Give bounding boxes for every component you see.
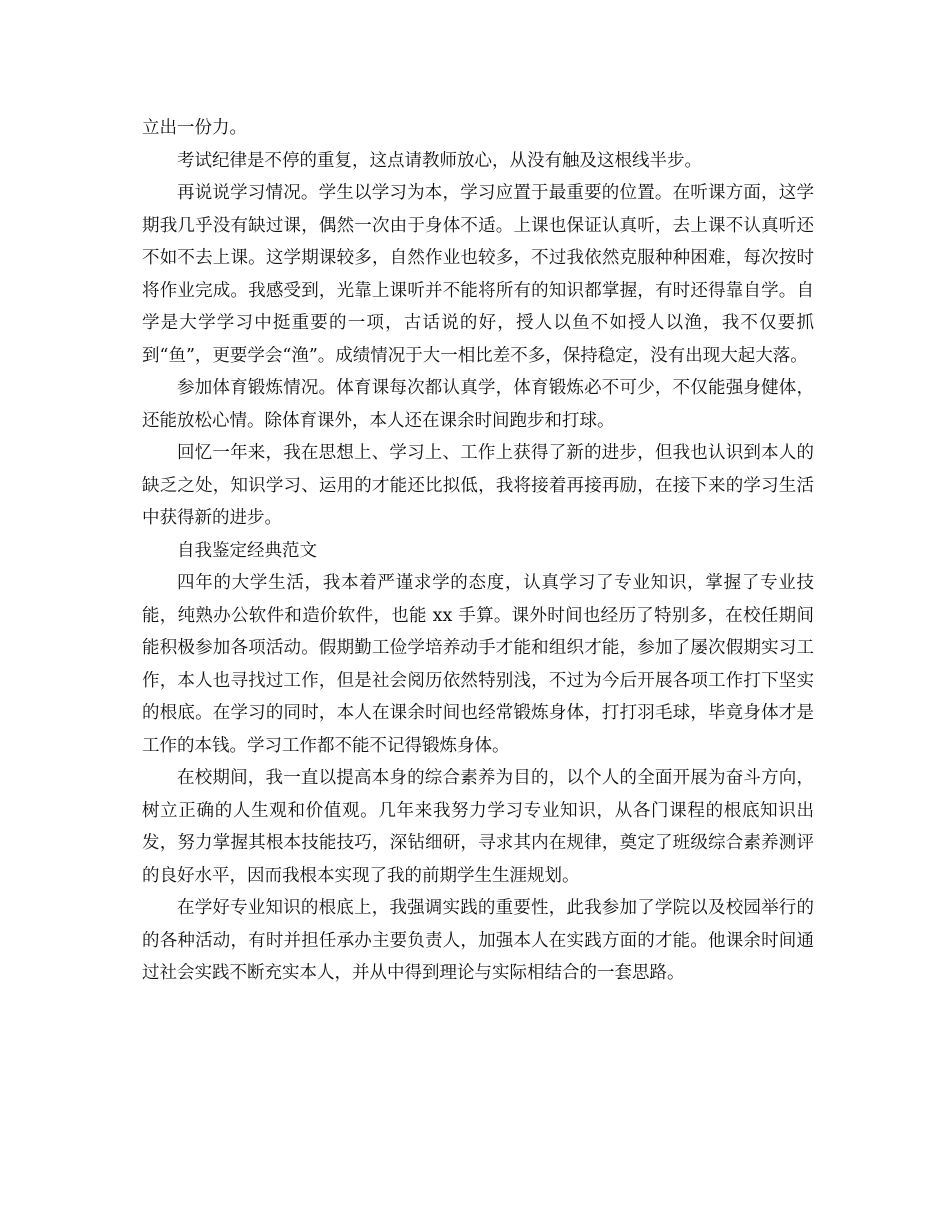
paragraph-sports: 参加体育锻炼情况。体育课每次都认真学，体育锻炼必不可少，不仅能强身健体，还能放松心情。除体育课外，本人还在课余时间跑步和打球。	[142, 378, 814, 431]
paragraph-exam-discipline: 考试纪律是不停的重复，这点请教师放心，从没有触及这根线半步。	[177, 150, 702, 171]
paragraph-study-situation: 再说说学习情况。学生以学习为本，学习应置于最重要的位置。在听课方面，这学期我几乎没有缺过课，偶然一次由于身体不适。上课也保证认真听，去上课不认真听还不如不去上课。这学期课较多，自然作业也较多，不过我依然克服种种困难，每次按时将作业完成。我感受到，光靠上课听并不能将所有的知识都掌握，有时还得靠自学。自学是大学学习中挺重要的一项，古话说的好，授人以鱼不如授人以渔，我不仅要抓到“鱼”，更要学会“渔”。成绩情况于大一相比差不多，保持稳定，没有出现大起大落。	[142, 183, 814, 366]
paragraph-school-period: 在校期间，我一直以提高本身的综合素养为目的，以个人的全面开展为奋斗方向，树立正确的人生观和价值观。几年来我努力学习专业知识，从各门课程的根底知识出发，努力掌握其根本技能技巧，深钻细研，寻求其内在规律，奠定了班级综合素养测评的良好水平，因而我根本实现了我的前期学生生涯规划。	[142, 768, 814, 886]
paragraph-year-review: 回忆一年来，我在思想上、学习上、工作上获得了新的进步，但我也认识到本人的缺乏之处，知识学习、运用的才能还比拟低，我将接着再接再励，在接下来的学习生活中获得新的进步。	[142, 443, 814, 528]
paragraph-practice: 在学好专业知识的根底上，我强调实践的重要性，此我参加了学院以及校园举行的的各种活动，有时并担任承办主要负责人，加强本人在实践方面的才能。他课余时间通过社会实践不断充实本人，并从中得到理论与实际相结合的一套思路。	[142, 898, 814, 983]
section-title: 自我鉴定经典范文	[177, 540, 317, 561]
paragraph-continuation: 立出一份力。	[142, 118, 247, 138]
paragraph-university-life: 四年的大学生活，我本着严谨求学的态度，认真学习了专业知识，掌握了专业技能，纯熟办公软件和造价软件，也能 xx 手算。课外时间也经历了特别多，在校任期间能积极参加各项活动。假期勤工俭学培养动手才能和组织才能，参加了屡次假期实习工作，本人也寻找过工作，但是社会阅历依然特别浅，不过为今后开展各项工作打下坚实的根底。在学习的同时，本人在课余时间也经常锻炼身体，打打羽毛球，毕竟身体才是工作的本钱。学习工作都不能不记得锻炼身体。	[142, 573, 814, 756]
document-page	[142, 112, 814, 990]
